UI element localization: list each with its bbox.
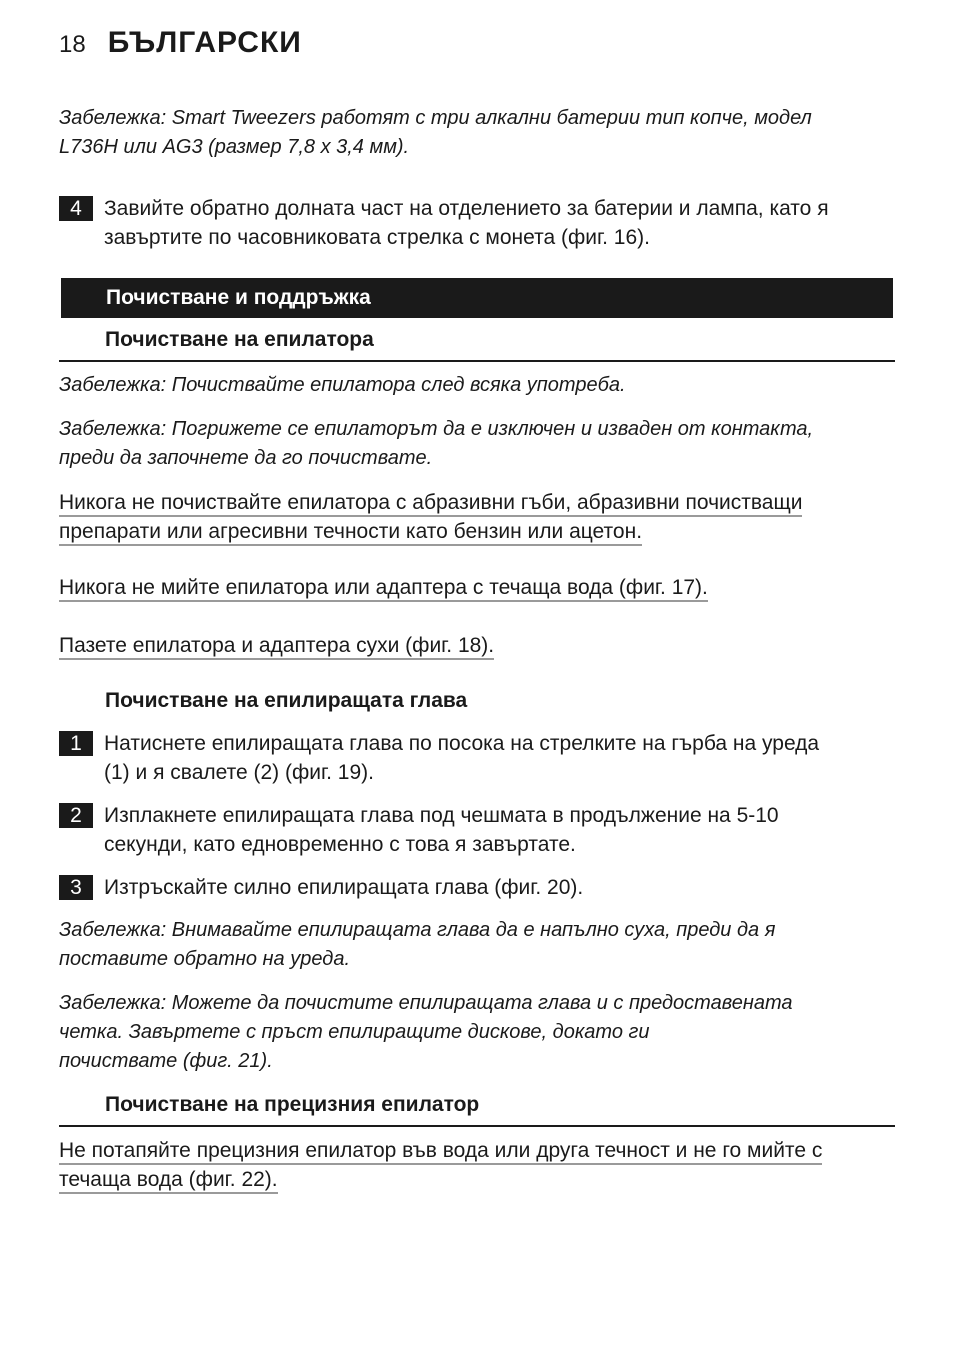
step-1 <box>59 729 895 787</box>
step-3 <box>59 873 895 902</box>
battery-note-line1: Забележка: Smart Tweezers работят с три алкални батерии тип копче, модел <box>59 107 812 129</box>
battery-note-line2: L736H или AG3 (размер 7,8 x 3,4 мм). <box>59 136 410 158</box>
step-number-badge: 1 <box>59 731 93 756</box>
warning-abrasive-line2: препарати или агресивни течности като бензин или ацетон. <box>59 520 642 546</box>
step-text <box>104 801 895 859</box>
note-brush-cleaning <box>59 989 895 1076</box>
step-text-line1: Натиснете епилиращата глава по посока на стрелките на гърба на уреда <box>104 732 820 755</box>
note-switched-off <box>59 415 895 473</box>
note-brush-cleaning-line1: Забележка: Можете да почистите епилиращата глава и с предоставената <box>59 992 793 1014</box>
page-content <box>59 104 895 1194</box>
note-switched-off-line2: преди да започнете да го почиствате. <box>59 447 433 469</box>
step-text <box>104 873 895 902</box>
note-head-dry-line1: Забележка: Внимавайте епилиращата глава да е напълно суха, преди да я <box>59 919 776 941</box>
warning-abrasive-line1: Никога не почиствайте епилатора с абразивни гъби, абразивни почистващи <box>59 491 802 517</box>
note-head-dry <box>59 916 895 974</box>
warning-precision-water <box>59 1136 895 1194</box>
step-text-line2: секунди, като едновременно с това я завъртате. <box>104 833 576 856</box>
warning-keep-dry <box>59 631 895 660</box>
step-text-line1: Изплакнете епилиращата глава под чешмата в продължение на 5-10 <box>104 804 779 827</box>
step-text-line1: Завийте обратно долната част на отделението за батерии и лампа, като я <box>104 197 829 220</box>
warning-running-water <box>59 573 895 602</box>
subsection-precision-cleaning: Почистване на прецизния епилатор <box>59 1091 895 1127</box>
step-number-badge: 3 <box>59 875 93 900</box>
warning-abrasive <box>59 488 895 546</box>
step-number-badge: 2 <box>59 803 93 828</box>
battery-note <box>59 104 895 162</box>
subsection-head-cleaning: Почистване на епилиращата глава <box>105 689 468 712</box>
warning-keep-dry-text: Пазете епилатора и адаптера сухи (фиг. 18). <box>59 634 494 660</box>
step-text-line2: (1) и я свалете (2) (фиг. 19). <box>104 761 374 784</box>
step-number-badge: 4 <box>59 196 93 221</box>
step-2 <box>59 801 895 859</box>
page-number: 18 <box>59 31 86 58</box>
section-title-bar: Почистване и поддръжка <box>61 278 893 318</box>
note-clean-after-use: Забележка: Почиствайте епилатора след всяка употреба. <box>59 374 626 396</box>
step-text <box>104 194 895 252</box>
step-4 <box>59 194 895 252</box>
note-brush-cleaning-line2: четка. Завъртете с пръст епилиращите дискове, докато ги <box>59 1021 650 1043</box>
warning-precision-line2: течаща вода (фиг. 22). <box>59 1168 278 1194</box>
step-text <box>104 729 895 787</box>
warning-precision-line1: Не потапяйте прецизния епилатор във вода или друга течност и не го мийте с <box>59 1139 822 1165</box>
language-title: БЪЛГАРСКИ <box>107 26 302 59</box>
warning-running-water-text: Никога не мийте епилатора или адаптера с течаща вода (фиг. 17). <box>59 576 708 602</box>
page-header <box>59 26 302 60</box>
note-switched-off-line1: Забележка: Погрижете се епилаторът да е изключен и изваден от контакта, <box>59 418 814 440</box>
note-brush-cleaning-line3: почиствате (фиг. 21). <box>59 1050 273 1072</box>
note-head-dry-line2: поставите обратно на уреда. <box>59 948 350 970</box>
subsection-epilator-cleaning: Почистване на епилатора <box>59 326 895 362</box>
step-text-line1: Изтръскайте силно епилиращата глава (фиг. 20). <box>104 876 584 899</box>
step-text-line2: завъртите по часовниковата стрелка с монета (фиг. 16). <box>104 226 650 249</box>
